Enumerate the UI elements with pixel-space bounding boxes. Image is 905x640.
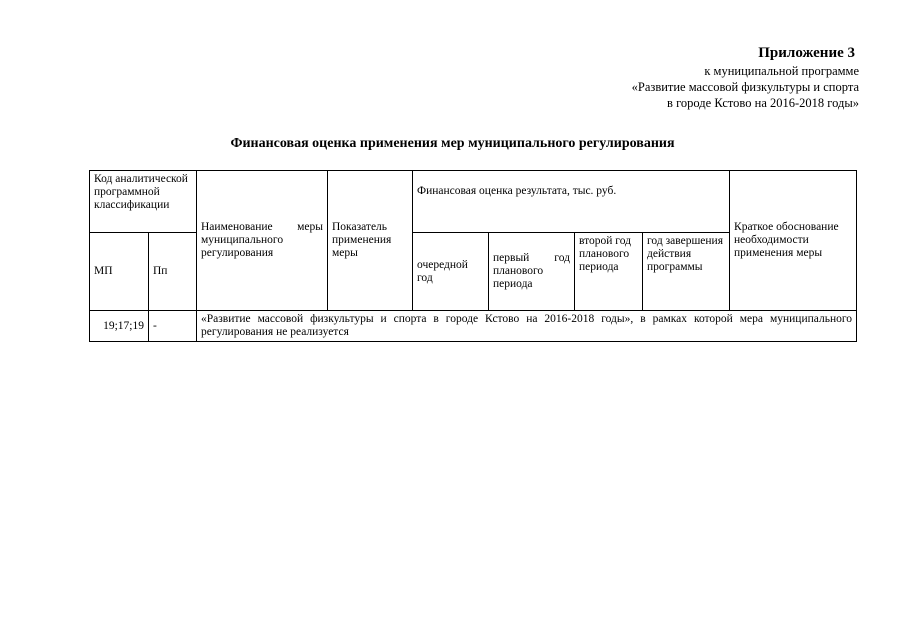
header-second-year: второй год планового периода (575, 233, 643, 311)
row-mp: 19;17;19 (90, 311, 149, 342)
header-measure-name: Наименование меры муниципального регулирования (197, 171, 328, 311)
appendix-line-1: к муниципальной программе (704, 64, 859, 78)
appendix-header (632, 44, 859, 111)
row-pp: - (149, 311, 197, 342)
header-current-year: очередной год (413, 233, 489, 311)
appendix-title: Приложение 3 (758, 45, 855, 61)
header-justification: Краткое обоснование необходимости применения меры (730, 171, 857, 311)
header-row-1 (90, 171, 857, 233)
financial-estimate-table (89, 170, 857, 342)
header-mp: МП (90, 233, 149, 311)
header-pp: Пп (149, 233, 197, 311)
header-indicator: Показатель применения меры (328, 171, 413, 311)
table-row (90, 311, 857, 342)
document-title: Финансовая оценка применения мер муниципального регулирования (230, 136, 675, 151)
header-first-year: первый год планового периода (489, 233, 575, 311)
appendix-line-3: в городе Кстово на 2016-2018 годы» (667, 96, 859, 110)
header-code: Код аналитической программной классификации (90, 171, 197, 233)
header-completion-year: год завершения действия программы (643, 233, 730, 311)
row-text: «Развитие массовой физкультуры и спорта в городе Кстово на 2016-2018 годы», в рамках которой мера муниципального регулирования не реализуется (197, 311, 857, 342)
header-financial-estimate: Финансовая оценка результата, тыс. руб. (413, 171, 730, 233)
appendix-line-2: «Развитие массовой физкультуры и спорта (631, 80, 859, 94)
